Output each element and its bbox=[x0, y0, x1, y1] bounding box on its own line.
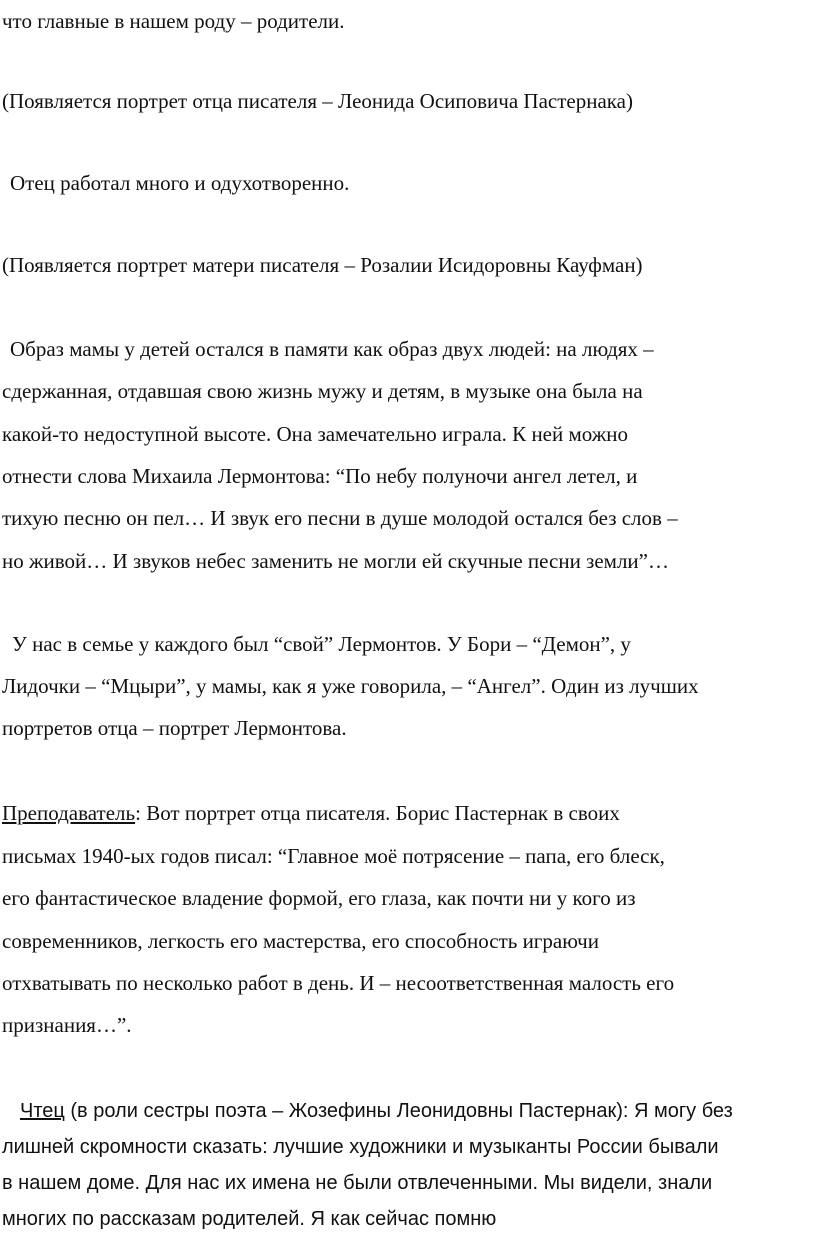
stage-direction-mother: (Появляется портрет матери писателя – Розалии Исидоровны Кауфман) bbox=[2, 253, 643, 277]
paragraph-line: портретов отца – портрет Лермонтова. bbox=[2, 716, 347, 740]
paragraph-line: письмах 1940-ых годов писал: “Главное моё потрясение – папа, его блеск, bbox=[2, 844, 665, 868]
paragraph-line: его фантастическое владение формой, его глаза, как почти ни у кого из bbox=[2, 886, 636, 910]
paragraph-line: многих по рассказам родителей. Я как сейчас помню bbox=[2, 1208, 497, 1230]
paragraph-line: отхватывать по несколько работ в день. И – несоответственная малость его bbox=[2, 971, 675, 995]
stage-direction-father: (Появляется портрет отца писателя – Леонида Осиповича Пастернака) bbox=[2, 89, 633, 113]
paragraph-line bbox=[2, 792, 620, 834]
paragraph-line: что главные в нашем роду – родители. bbox=[2, 9, 345, 33]
paragraph-line: У нас в семье у каждого был “свой” Лермонтов. У Бори – “Демон”, у bbox=[12, 632, 631, 656]
speaker-teacher: Преподаватель bbox=[2, 801, 136, 825]
paragraph-line: Лидочки – “Мцыри”, у мамы, как я уже говорила, – “Ангел”. Один из лучших bbox=[2, 674, 699, 698]
paragraph-line: отнести слова Михаила Лермонтова: “По небу полуночи ангел летел, и bbox=[2, 464, 638, 488]
paragraph-line: тихую песню он пел… И звук его песни в душе молодой остался без слов – bbox=[2, 506, 678, 530]
paragraph-line: в нашем доме. Для нас их имена не были отвлеченными. Мы видели, знали bbox=[2, 1172, 713, 1194]
paragraph-line: Отец работал много и одухотворенно. bbox=[10, 171, 350, 195]
paragraph-line: Образ мамы у детей остался в памяти как образ двух людей: на людях – bbox=[10, 337, 654, 361]
paragraph-line: но живой… И звуков небес заменить не могли ей скучные песни земли”… bbox=[2, 549, 669, 573]
speaker-text: (в роли сестры поэта – Жозефины Леонидовны Пастернак): Я могу без bbox=[64, 1100, 733, 1122]
speaker-reader: Чтец bbox=[20, 1100, 65, 1122]
paragraph-line: какой-то недоступной высоте. Она замечательно играла. К ней можно bbox=[2, 422, 629, 446]
paragraph-line bbox=[20, 1093, 733, 1129]
paragraph-line: лишней скромности сказать: лучшие художники и музыканты России бывали bbox=[2, 1136, 719, 1158]
paragraph-line: современников, легкость его мастерства, его способность играючи bbox=[2, 929, 599, 953]
paragraph-line: сдержанная, отдавшая свою жизнь мужу и детям, в музыке она была на bbox=[2, 379, 643, 403]
paragraph-line: признания…”. bbox=[2, 1013, 132, 1037]
speaker-text: : Вот портрет отца писателя. Борис Пастернак в своих bbox=[135, 801, 620, 825]
